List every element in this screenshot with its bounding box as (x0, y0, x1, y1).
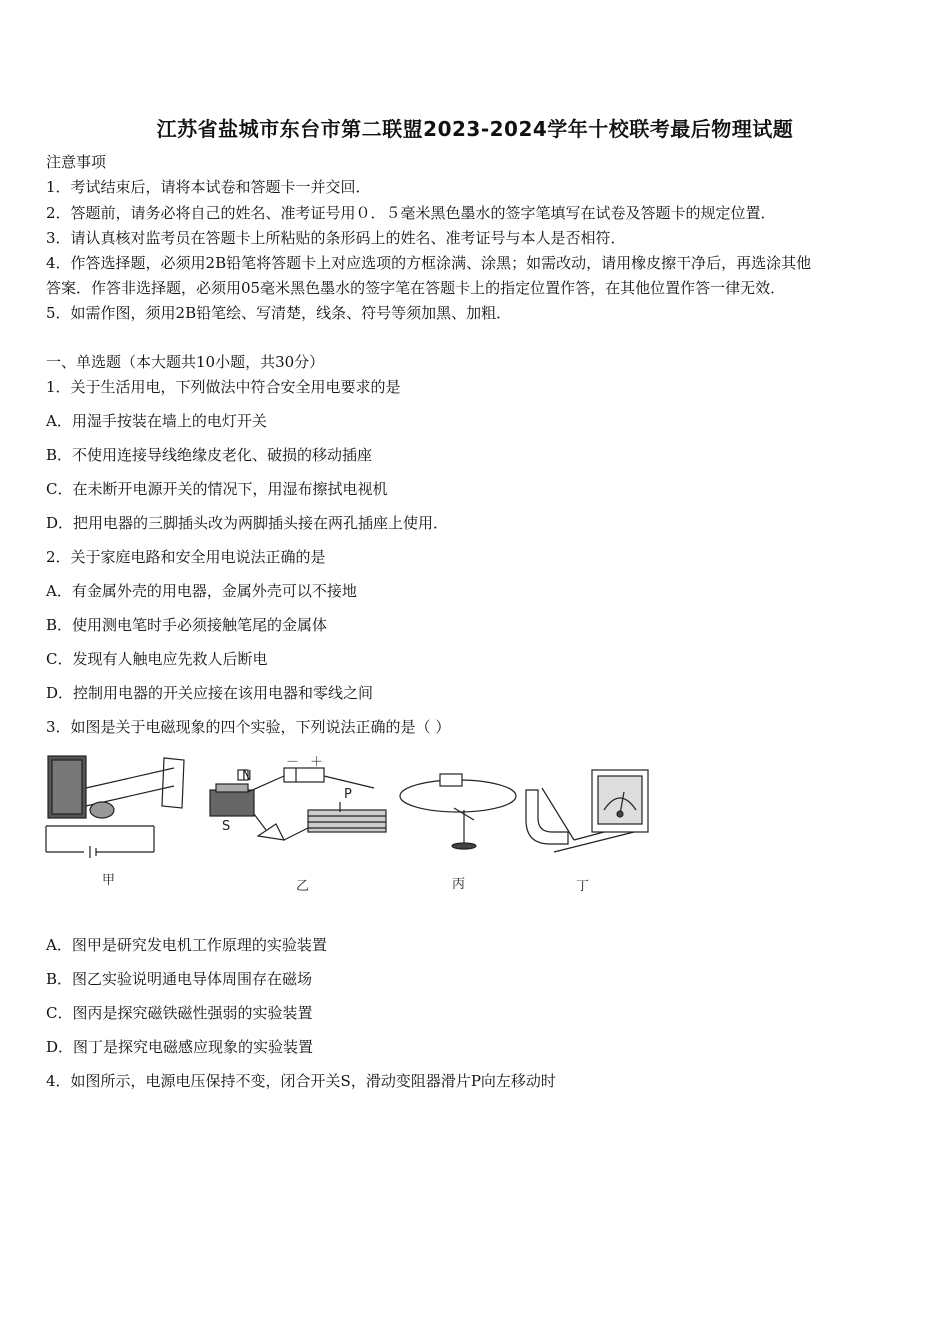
q3-option-c: C．图丙是探究磁铁磁性强弱的实验装置 (46, 1004, 313, 1022)
figure-minus-label: － (286, 755, 300, 770)
notice-item-4: 4．作答选择题，必须用2B铅笔将答题卡上对应选项的方框涂满、涂黑；如需改动，请用橡皮擦干净后，再选涂其他 (46, 254, 812, 272)
q2-option-c: C．发现有人触电应先救人后断电 (46, 650, 268, 668)
q2-stem: 2．关于家庭电路和安全用电说法正确的是 (46, 548, 326, 566)
q3-option-a: A．图甲是研究发电机工作原理的实验装置 (46, 936, 327, 954)
q1-option-d: D．把用电器的三脚插头改为两脚插头接在两孔插座上使用． (46, 514, 449, 532)
figure-label-yi: 乙 (296, 879, 310, 894)
q3-option-d: D．图丁是探究电磁感应现象的实验装置 (46, 1038, 314, 1056)
figure-bing-apparatus (400, 774, 516, 849)
notice-heading: 注意事项 (46, 153, 107, 171)
figure-label-jia: 甲 (102, 873, 116, 888)
figure-s-label: S (222, 819, 231, 834)
notice-item-2: 2．答题前，请务必将自己的姓名、准考证号用０．５毫米黑色墨水的签字笔填写在试卷及答题卡的规定位置． (46, 204, 776, 222)
figure-ding-apparatus (526, 770, 648, 852)
figure-n-label: N (242, 769, 252, 784)
notice-item-5: 5．如需作图，须用2B铅笔绘、写清楚，线条、符号等须加黑、加粗． (46, 304, 512, 322)
q3-figure (44, 748, 654, 898)
notice-item-4-cont: 答案．作答非选择题，必须用05毫米黑色墨水的签字笔在答题卡上的指定位置作答，在其他位置作答一律无效． (46, 279, 786, 297)
section-heading: 一、单选题（本大题共10小题，共30分） (46, 353, 325, 371)
notice-item-1: 1．考试结束后，请将本试卷和答题卡一并交回． (46, 178, 371, 196)
q2-option-a: A．有金属外壳的用电器，金属外壳可以不接地 (46, 582, 357, 600)
figure-label-ding: 丁 (576, 879, 590, 894)
q1-stem: 1．关于生活用电，下列做法中符合安全用电要求的是 (46, 378, 401, 396)
figure-label-bing: 丙 (452, 877, 466, 892)
figure-p-label: P (344, 787, 352, 802)
q1-option-c: C．在未断开电源开关的情况下，用湿布擦拭电视机 (46, 480, 388, 498)
notice-item-3: 3．请认真核对监考员在答题卡上所粘贴的条形码上的姓名、准考证号与本人是否相符． (46, 229, 626, 247)
q2-option-b: B．使用测电笔时手必须接触笔尾的金属体 (46, 616, 328, 634)
exam-title: 江苏省盐城市东台市第二联盟2023-2024学年十校联考最后物理试题 (156, 117, 794, 141)
figure-yi-apparatus (210, 768, 386, 840)
q3-stem: 3．如图是关于电磁现象的四个实验，下列说法正确的是（ ） (46, 718, 451, 736)
q3-option-b: B．图乙实验说明通电导体周围存在磁场 (46, 970, 313, 988)
figure-plus-label: ＋ (310, 755, 324, 770)
q1-option-a: A．用湿手按装在墙上的电灯开关 (46, 412, 267, 430)
q4-stem: 4．如图所示，电源电压保持不变，闭合开关S，滑动变阻器滑片P向左移动时 (46, 1072, 556, 1090)
q2-option-d: D．控制用电器的开关应接在该用电器和零线之间 (46, 684, 374, 702)
q1-option-b: B．不使用连接导线绝缘皮老化、破损的移动插座 (46, 446, 373, 464)
figure-jia-apparatus (46, 756, 184, 858)
